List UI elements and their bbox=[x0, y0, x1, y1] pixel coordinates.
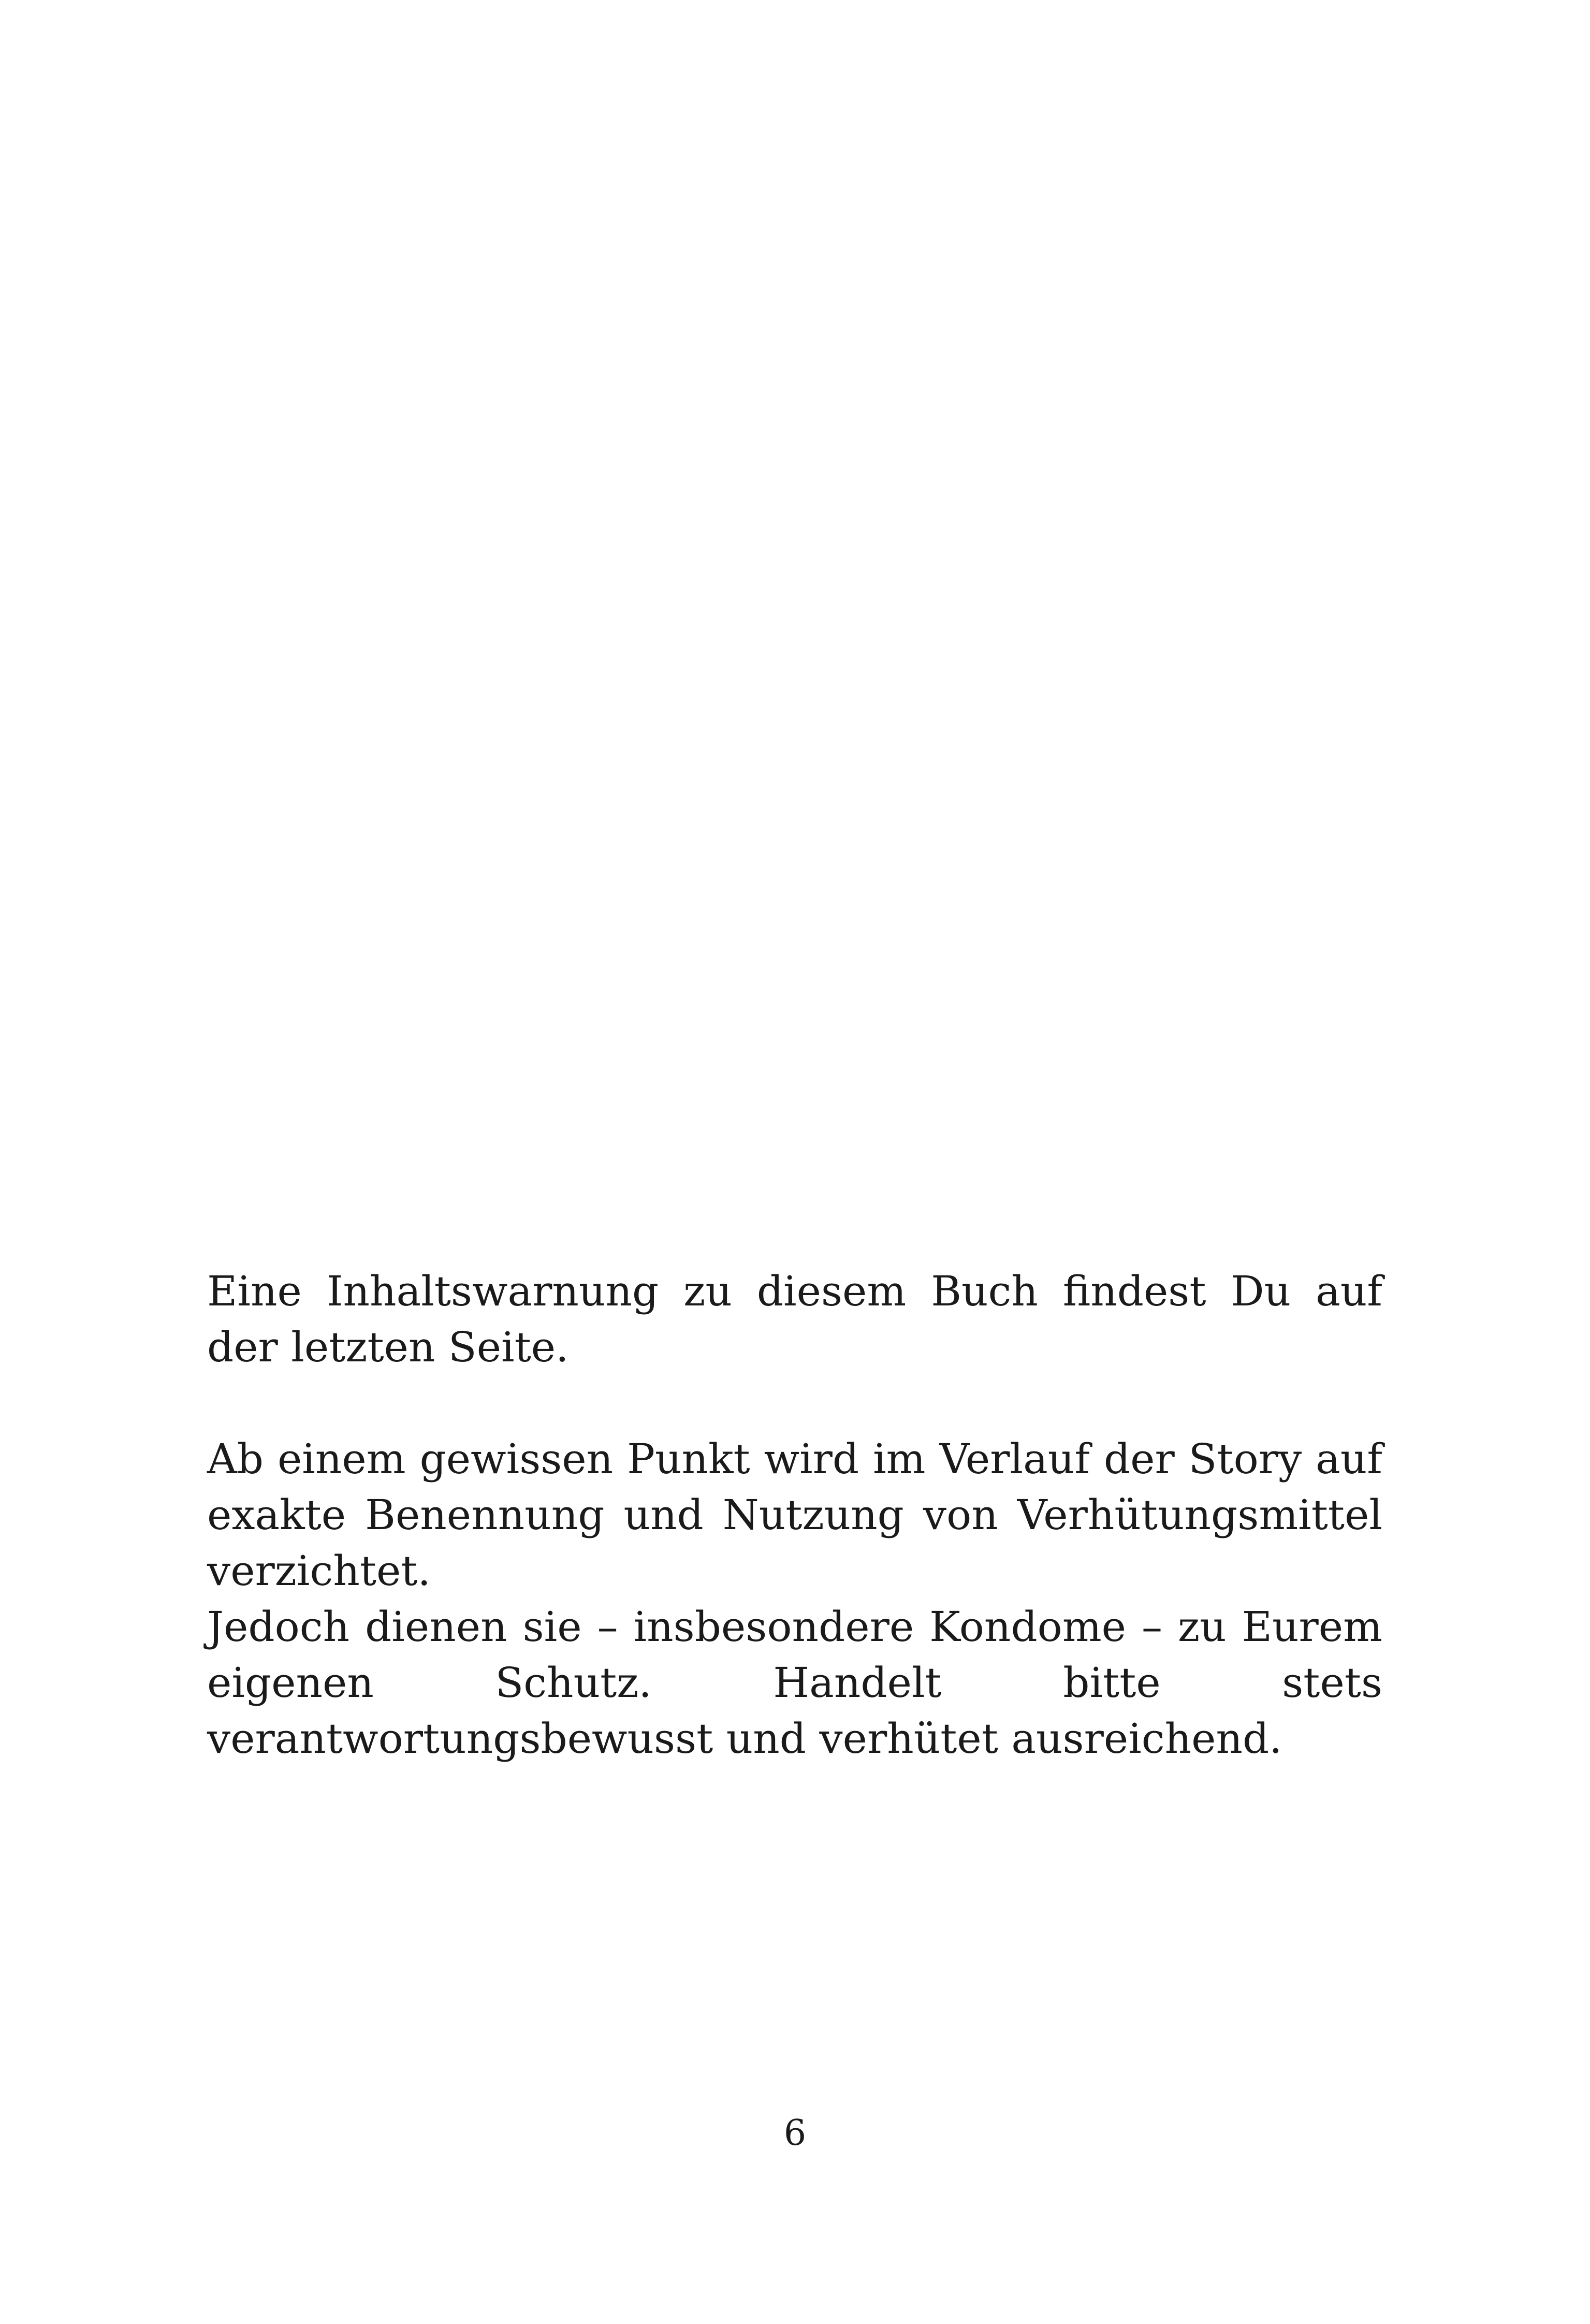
page-number: 6 bbox=[783, 2113, 807, 2154]
contraception-notice: Ab einem gewissen Punkt wird im Verlauf der Story auf exakte Benennung und Nutzung von Verhütungsmittel verzichtet. bbox=[207, 1435, 1382, 1595]
page-body-text bbox=[207, 1263, 1382, 1767]
safety-appeal: Jedoch dienen sie – insbesondere Kondome – zu Eurem eigenen Schutz. Handelt bitte stets verantwortungsbewusst und verhütet ausreichend. bbox=[207, 1603, 1382, 1763]
paragraph-spacer bbox=[207, 1375, 1382, 1431]
content-warning-note: Eine Inhaltswarnung zu diesem Buch findest Du auf der letzten Seite. bbox=[207, 1267, 1382, 1371]
